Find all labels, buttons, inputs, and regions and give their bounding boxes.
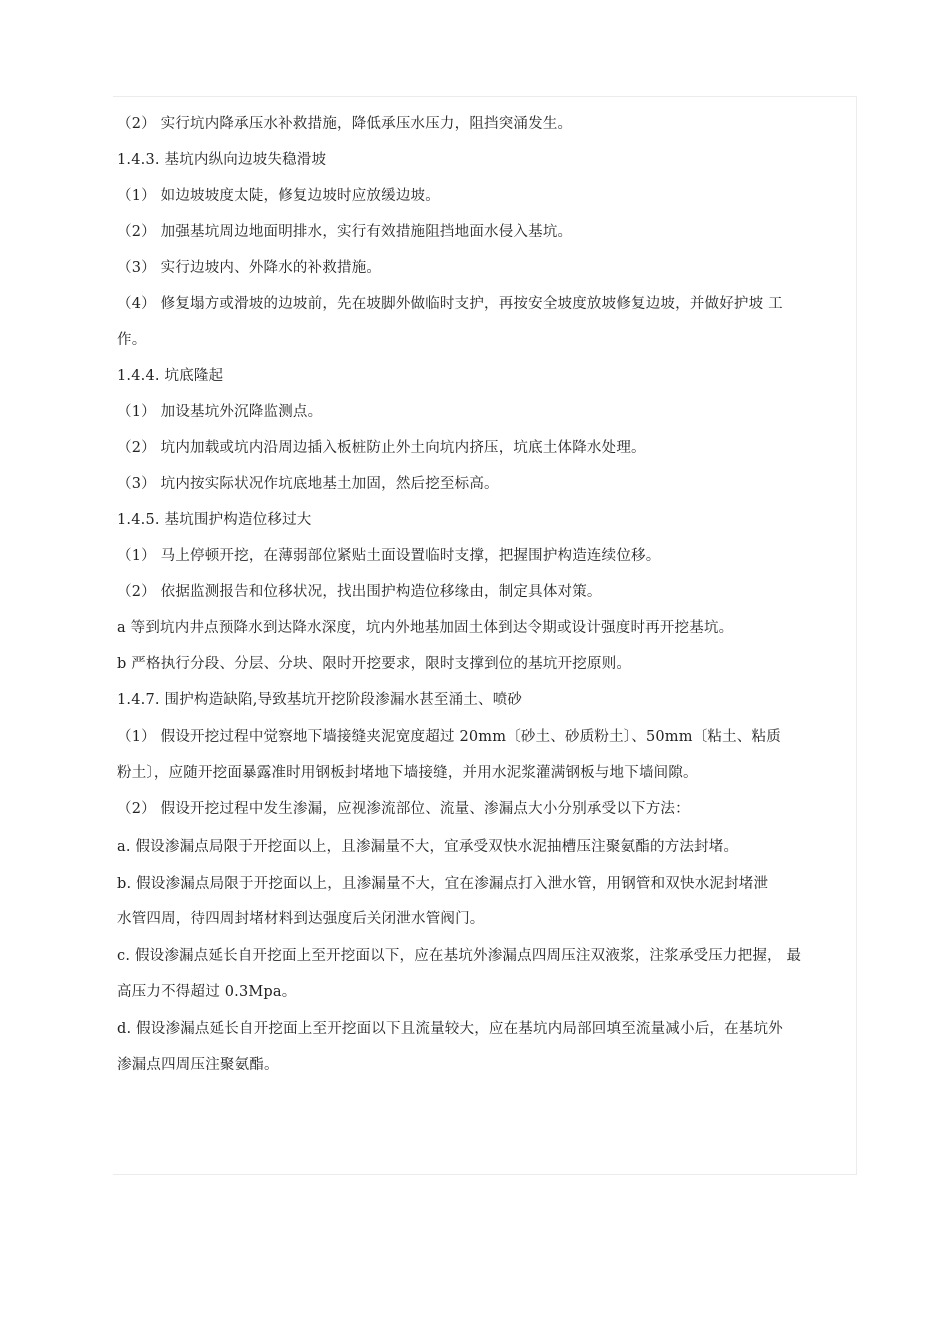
paragraph-line: （2） 假设开挖过程中发生渗漏，应视渗流部位、流量、渗漏点大小分别承受以下方法： xyxy=(117,801,690,817)
paragraph-line: （2） 依据监测报告和位移状况，找出围护构造位移缘由，制定具体对策。 xyxy=(117,584,602,600)
paragraph-line: （4） 修复塌方或滑坡的边坡前，先在坡脚外做临时支护，再按安全坡度放坡修复边坡，并做好护坡 工 xyxy=(117,296,783,312)
paragraph-line: a 等到坑内井点预降水到达降水深度，坑内外地基加固土体到达令期或设计强度时再开挖基坑。 xyxy=(117,620,734,636)
paragraph-line: （1） 如边坡坡度太陡，修复边坡时应放缓边坡。 xyxy=(117,188,440,204)
paragraph-line: 水管四周，待四周封堵材料到达强度后关闭泄水管阀门。 xyxy=(117,911,485,927)
section-heading: 1.4.5. 基坑围护构造位移过大 xyxy=(117,512,312,528)
paragraph-line: （2） 实行坑内降承压水补救措施，降低承压水压力，阻挡突涌发生。 xyxy=(117,116,573,132)
paragraph-line: b 严格执行分段、分层、分块、限时开挖要求，限时支撑到位的基坑开挖原则。 xyxy=(117,656,632,672)
paragraph-line: 粉土〕，应随开挖面暴露准时用钢板封堵地下墙接缝，并用水泥浆灌满钢板与地下墙间隙。 xyxy=(117,765,698,781)
paragraph-line: a. 假设渗漏点局限于开挖面以上，且渗漏量不大，宜承受双快水泥抽槽压注聚氨酯的方法封堵。 xyxy=(117,839,739,855)
paragraph-line: （2） 坑内加载或坑内沿周边插入板桩防止外土向坑内挤压，坑底土体降水处理。 xyxy=(117,440,646,456)
paragraph-line: （1） 假设开挖过程中觉察地下墙接缝夹泥宽度超过 20mm〔砂土、砂质粉土〕、50mm〔粘土、粘质 xyxy=(117,729,781,745)
paragraph-line: （1） 加设基坑外沉降监测点。 xyxy=(117,404,323,420)
paragraph-line: c. 假设渗漏点延长自开挖面上至开挖面以下，应在基坑外渗漏点四周压注双液浆，注浆承受压力把握， 最 xyxy=(117,948,802,964)
paragraph-line: （3） 实行边坡内、外降水的补救措施。 xyxy=(117,260,382,276)
paragraph-line: （2） 加强基坑周边地面明排水，实行有效措施阻挡地面水侵入基坑。 xyxy=(117,224,573,240)
paragraph-line: 渗漏点四周压注聚氨酯。 xyxy=(117,1057,279,1073)
paragraph-line: b. 假设渗漏点局限于开挖面以上，且渗漏量不大，宜在渗漏点打入泄水管，用钢管和双快水泥封堵泄 xyxy=(117,876,769,892)
section-heading: 1.4.7. 围护构造缺陷,导致基坑开挖阶段渗漏水甚至涌土、喷砂 xyxy=(117,692,523,708)
section-heading: 1.4.4. 坑底隆起 xyxy=(117,368,224,384)
paragraph-line: d. 假设渗漏点延长自开挖面上至开挖面以下且流量较大，应在基坑内局部回填至流量减小后，在基坑外 xyxy=(117,1021,783,1037)
paragraph-line: 高压力不得超过 0.3Mpa。 xyxy=(117,984,297,1000)
section-heading: 1.4.3. 基坑内纵向边坡失稳滑坡 xyxy=(117,152,327,168)
paragraph-line: 作。 xyxy=(117,332,147,348)
paragraph-line: （1） 马上停顿开挖，在薄弱部位紧贴土面设置临时支撑，把握围护构造连续位移。 xyxy=(117,548,661,564)
paragraph-line: （3） 坑内按实际状况作坑底地基土加固，然后挖至标高。 xyxy=(117,476,499,492)
